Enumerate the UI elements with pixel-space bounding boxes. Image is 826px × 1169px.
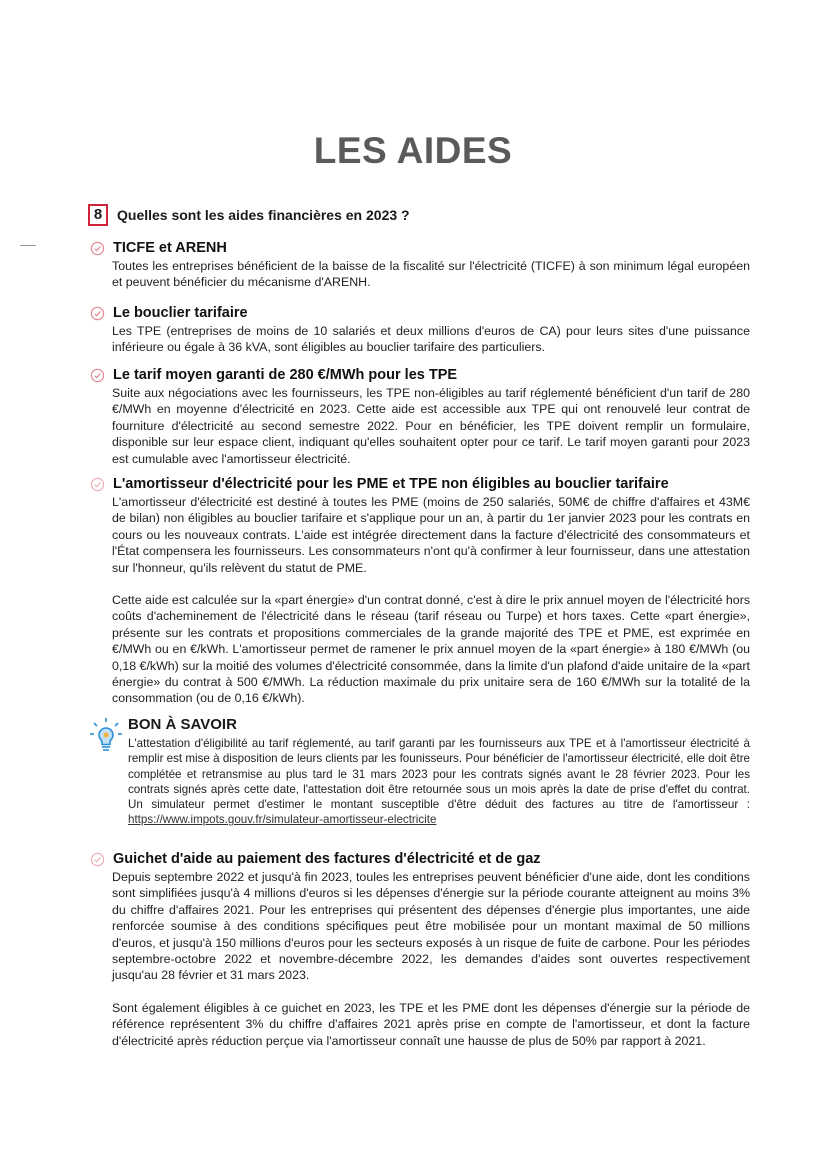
section-title: Le bouclier tarifaire xyxy=(113,305,248,321)
question-text: Quelles sont les aides financières en 2023 ? xyxy=(117,207,410,223)
margin-mark xyxy=(20,245,36,246)
section-paragraph: Cette aide est calculée sur la «part énergie» d'un contrat donné, c'est à dire le prix annuel moyen de l'électricité hors coûts d'acheminement de l'électricité dans le réseau (tarif réseau ou Turpe) et hors taxes. Cette «part énergie», présente sur les contrats et propositions commerciales de la grande majorité des TPE et PME, est exprimée en €/MWh ou en €/kWh. L'amortisseur permet de ramener le prix annuel moyen de la «part énergie» à 180 €/MWh (ou 0,18 €/kWh) sur la moitié des volumes d'électricité consommée, dans la limite d'un plafond d'aide unitaire de la «part énergie» du contrat à 500 €/MWh. La réduction maximale du prix unitaire sera de 160 €/MWh sur la totalité de la consommation (ou de 0,16 €/kWh). xyxy=(112,593,751,706)
section-paragraph: Les TPE (entreprises de moins de 10 salariés et deux millions d'euros de CA) pour leurs sites d'une puissance inférieure ou égale à 36 kVA, sont éligibles au bouclier tarifaire des particuliers. xyxy=(112,324,750,355)
section-paragraph: Sont également éligibles à ce guichet en 2023, les TPE et les PME dont les dépenses d'énergie sur la période de référence représentent 3% du chiffre d'affaires 2021 après prise en compte de l'amortisseur, et dont la facture d'électricité après réduction perçue via l'amortisseur connaît une hausse de plus de 50% par rapport à 2021. xyxy=(112,1000,750,1048)
question-number-badge: 8 xyxy=(88,204,108,226)
section-tarif-moyen-garanti xyxy=(90,367,750,467)
section-guichet-aide xyxy=(90,851,750,1049)
tip-text: L'attestation d'éligibilité au tarif réglementé, au tarif garanti par les fournisseurs aux TPE et à l'amortisseur électricité à remplir est mise à disposition de leurs clients par les founisseurs. Pour bénéficier de l'amortisseur électricité, elle doit être complétée et retransmise au plus tard le 31 mars 2023 pour les contrats signés avant le 28 février 2023. Pour les contrats signés après cette date, l'attestation doit être retournée sous un mois après la date de prise d'effet du contrat. Un simulateur permet d'estimer le montant susceptible d'être déduit des factures au titre de l'amortisseur : xyxy=(128,737,750,812)
tip-title: BON À SAVOIR xyxy=(128,716,237,733)
section-title: TICFE et ARENH xyxy=(113,240,227,256)
section-paragraph: Suite aux négociations avec les fournisseurs, les TPE non-éligibles au tarif réglementé bénéficient d'un tarif de 280 €/MWh en moyenne d'électricité en 2023. Cette aide est accessible aux TPE qui ont renouvelé leur contrat de fourniture d'électricité au second semestre 2022. Pour en bénéficier, les TPE doivent remplir un formulaire, disponible sur leur espace client, indiquant qu'elles souhaitent opter pour ce tarif. Le tarif moyen garanti pour 2023 est cumulable avec l'amortisseur électricité. xyxy=(112,386,750,466)
section-title: L'amortisseur d'électricité pour les PME et TPE non éligibles au bouclier tarifaire xyxy=(113,476,669,492)
check-circle-icon xyxy=(90,241,105,256)
question-heading xyxy=(88,204,410,226)
section-bouclier-tarifaire xyxy=(90,305,750,356)
section-title: Le tarif moyen garanti de 280 €/MWh pour les TPE xyxy=(113,367,458,383)
check-circle-icon xyxy=(90,368,105,383)
check-circle-icon xyxy=(90,852,105,867)
page-title: LES AIDES xyxy=(313,130,513,171)
tip-box xyxy=(128,716,750,828)
check-circle-icon xyxy=(90,477,105,492)
section-paragraph: Depuis septembre 2022 et jusqu'à fin 2023, toules les entreprises peuvent bénéficier d'une aide, dont les conditions sont simplifiées jusqu'à 4 millions d'euros si les dépenses d'énergie sur la période courante atteignent au moins 3% du chiffre d'affaires 2021. Pour les entreprises qui présentent des dépenses d'énergie plus importantes, une aide renforcée soumise à des conditions spécifiques peut être mobilisée pour un montant maximal de 50 millions d'euros, et jusqu'à 150 millions d'euros pour les secteurs exposés à un risque de fuite de carbone. Pour les périodes septembre-octobre 2022 et novembre-décembre 2022, les demandes d'aides sont ouvertes respectivement jusqu'au 28 février et 31 mars 2023. xyxy=(112,870,750,983)
lightbulb-icon xyxy=(89,717,123,755)
section-title: Guichet d'aide au paiement des factures d'électricité et de gaz xyxy=(113,851,541,867)
check-circle-icon xyxy=(90,306,105,321)
section-amortisseur xyxy=(90,476,750,707)
section-paragraph: L'amortisseur d'électricité est destiné à toutes les PME (moins de 250 salariés, 50M€ de chiffre d'affaires et 43M€ de bilan) non éligibles au bouclier tarifaire et s'applique pour un an, à partir du 1er janvier 2023 pour les contrats en cours ou les nouveaux contrats. L'aide est intégrée directement dans la facture d'électricité des consommateurs et l'État compensera les fournisseurs. Les consommateurs n'ont qu'à confirmer à leur fournisseur, dans une attestation sur l'honneur, qu'ils relèvent du statut de PME. xyxy=(112,495,750,575)
section-ticfe-arenh xyxy=(90,240,750,291)
simulator-link[interactable]: https://www.impots.gouv.fr/simulateur-amortisseur-electricite xyxy=(128,813,437,827)
section-paragraph: Toutes les entreprises bénéficient de la baisse de la fiscalité sur l'électricité (TICFE) à son minimum légal européen et peuvent bénéficier du mécanisme d'ARENH. xyxy=(112,259,750,290)
tip-body xyxy=(128,736,750,828)
